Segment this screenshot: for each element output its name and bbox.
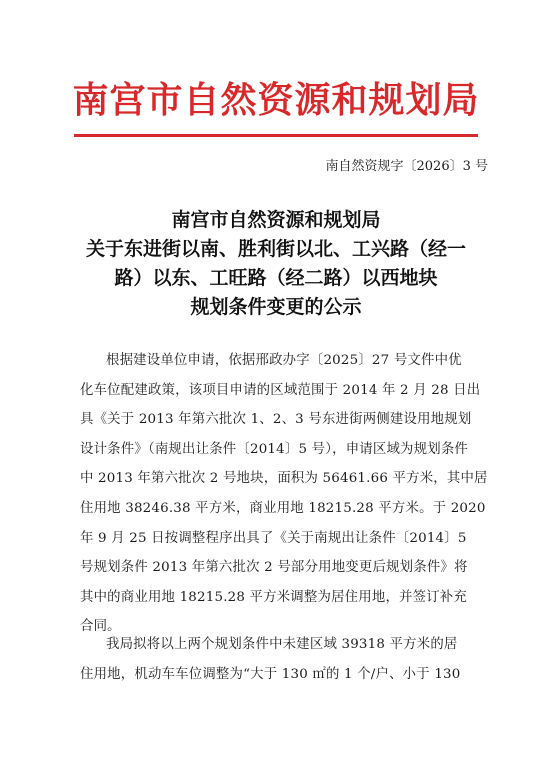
paragraph-line: 其中的商业用地 18215.28 平方米调整为居住用地，并签订补充	[80, 589, 467, 605]
paragraph-line: 化车位配建政策，该项目申请的区域范围于 2014 年 2 月 28 日出	[80, 382, 481, 398]
paragraph-line: 中 2013 年第六批次 2 号地块，面积为 56461.66 平方米，其中居	[80, 471, 488, 487]
paragraph-line: 设计条件》（南规出让条件〔2014〕5 号），申请区域为规划条件	[80, 441, 469, 457]
agency-header: 南宫市自然资源和规划局	[72, 79, 480, 121]
paragraph-line: 号规划条件 2013 年第六批次 2 号部分用地变更后规划条件》将	[80, 560, 468, 576]
paragraph-line: 年 9 月 25 日按调整程序出具了《关于南规出让条件〔2014〕5	[80, 530, 467, 546]
paragraph-line: 我局拟将以上两个规划条件中未建区域 39318 平方米的居	[106, 637, 458, 652]
title-line: 南宫市自然资源和规划局	[171, 209, 381, 231]
notice-title	[60, 206, 492, 322]
title-line: 关于东进街以南、胜利街以北、工兴路（经一	[85, 238, 466, 260]
body-paragraph-1	[80, 346, 488, 642]
paragraph-line: 具《关于 2013 年第六批次 1、2、3 号东进街两侧建设用地规划	[80, 412, 472, 428]
red-divider-line	[74, 134, 478, 137]
paragraph-line: 住用地 38246.38 平方米，商业用地 18215.28 平方米。于 2020	[80, 500, 486, 516]
paragraph-line: 合同。	[80, 619, 121, 635]
paragraph-line: 根据建设单位申请，依据邢政办字〔2025〕27 号文件中优	[106, 353, 462, 368]
title-line: 路）以东、工旺路（经二路）以西地块	[114, 267, 438, 289]
title-line: 规划条件变更的公示	[190, 296, 362, 318]
document-number: 南自然资规字〔2026〕3 号	[325, 159, 488, 174]
paragraph-line: 住用地，机动车车位调整为“大于 130 ㎡的 1 个/户、小于 130	[80, 666, 461, 682]
body-paragraph-2	[80, 630, 480, 689]
